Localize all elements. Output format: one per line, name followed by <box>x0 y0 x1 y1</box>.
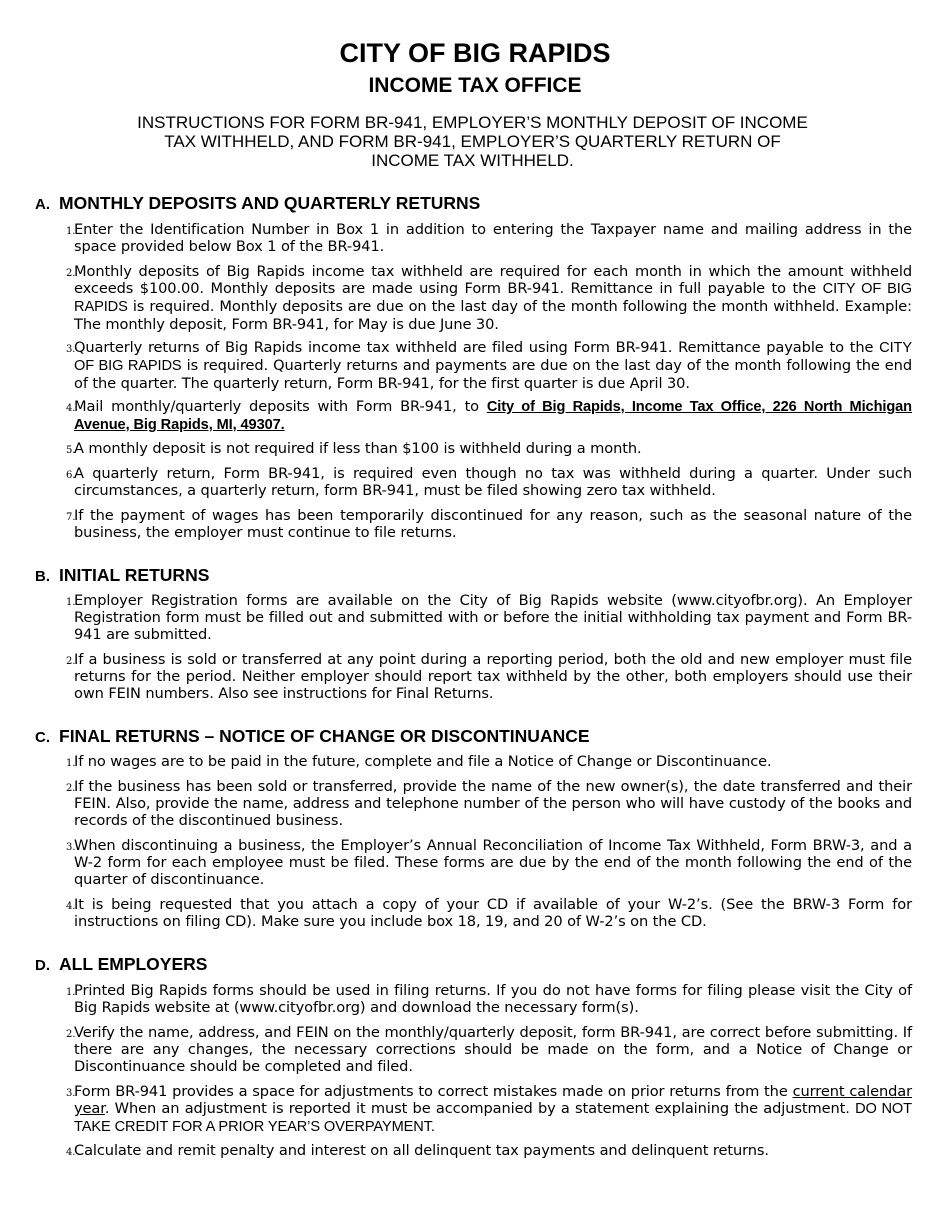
item-number: 3. <box>66 842 76 853</box>
item-text: Mail monthly/quarterly deposits with Form BR-941, to <box>74 398 487 415</box>
item-text: is required. Quarterly returns and payments are due on the last day of the month following the end of the quarter. The quarterly return, Form BR-941, for the first quarter is due April 30. <box>74 357 912 392</box>
item-number: 2. <box>66 1029 76 1040</box>
item-text: When discontinuing a business, the Employer’s Annual Reconciliation of Income Tax Withheld, Form BRW-3, and a W-2 form for each employee must be filed. These forms are due by the end of the month following the end of the quarter of discontinuance. <box>74 837 912 888</box>
item-text: Employer Registration forms are available on the City of Big Rapids website (www.cityofbr.org). An Employer Registration form must be filled out and submitted with or before the initial withholding tax payment and Form BR-941 are submitted. <box>74 592 912 643</box>
underlined-text: current calendar year <box>74 1083 913 1117</box>
item-number: 2. <box>66 783 76 794</box>
item-text: Calculate and remit penalty and interest on all delinquent tax payments and delinquent returns. <box>74 1142 769 1159</box>
section-d-item-2 <box>66 1024 912 1075</box>
section-letter: C. <box>35 729 50 746</box>
section-letter: B. <box>35 568 50 585</box>
section-letter: A. <box>35 196 50 213</box>
item-number: 5. <box>66 445 76 456</box>
section-d-item-4 <box>66 1142 912 1159</box>
section-c-item-2 <box>66 778 912 829</box>
document-subtitle: INCOME TAX OFFICE <box>368 74 582 97</box>
section-b-item-1 <box>66 592 912 643</box>
item-number: 3. <box>66 1088 76 1099</box>
item-text: Form BR-941 provides a space for adjustments to correct mistakes made on prior returns from the <box>74 1083 793 1100</box>
section-title: FINAL RETURNS – NOTICE OF CHANGE OR DISCONTINUANCE <box>59 726 590 746</box>
item-number: 1. <box>66 226 76 237</box>
item-number: 6. <box>66 470 76 481</box>
section-a-item-5 <box>66 440 912 457</box>
section-c-item-4 <box>66 896 912 930</box>
item-text: If the business has been sold or transferred, provide the name of the new owner(s), the date transferred and their FEIN. Also, provide the name, address and telephone number of the person who will have custody of the books and records of the discontinued business. <box>74 778 912 829</box>
section-title: ALL EMPLOYERS <box>59 954 208 974</box>
item-number: 1. <box>66 758 76 769</box>
section-a-item-3 <box>66 339 912 392</box>
mailing-address: City of Big Rapids, Income Tax Office, 226 North Michigan Avenue, Big Rapids, MI, 49307. <box>74 399 912 433</box>
item-text: is required. Monthly deposits are due on the last day of the month following the month withheld. Example: The monthly deposit, Form BR-941, for May is due June 30. <box>74 298 912 333</box>
item-text: If the payment of wages has been temporarily discontinued for any reason, such as the seasonal nature of the business, the employer must continue to file returns. <box>74 507 912 541</box>
section-b-heading <box>35 565 209 586</box>
section-c-item-3 <box>66 837 912 888</box>
warning-text: DO NOT TAKE CREDIT FOR A PRIOR YEAR’S OVERPAYMENT. <box>74 1101 912 1135</box>
item-text: Verify the name, address, and FEIN on the monthly/quarterly deposit, form BR-941, are correct before submitting. If there are any changes, the necessary corrections should be made on the form, and a Notice of Change or Discontinuance should be completed and filed. <box>74 1024 912 1075</box>
item-number: 1. <box>66 597 76 608</box>
item-number: 2. <box>66 268 76 279</box>
intro-line: INSTRUCTIONS FOR FORM BR-941, EMPLOYER’S MONTHLY DEPOSIT OF INCOME <box>137 113 808 132</box>
section-a-item-1 <box>66 221 912 255</box>
city-name: CITY OF BIG RAPIDS <box>74 281 912 315</box>
item-text: If a business is sold or transferred at any point during a reporting period, both the old and new employer must file returns for the period. Neither employer should report tax withheld by the other, both employers should use their own FEIN numbers. Also see instructions for Final Returns. <box>74 651 912 702</box>
section-c-item-1 <box>66 753 912 770</box>
item-number: 1. <box>66 987 76 998</box>
item-number: 4. <box>66 1147 76 1158</box>
item-text: Monthly deposits of Big Rapids income tax withheld are required for each month in which the amount withheld exceeds $100.00. Monthly deposits are made using Form BR-941. Remittance in full payable to the <box>74 263 912 297</box>
item-text: If no wages are to be paid in the future, complete and file a Notice of Change or Discontinuance. <box>74 753 772 770</box>
item-text: It is being requested that you attach a copy of your CD if available of your W-2’s. (See the BRW-3 Form for instructions on filing CD). Make sure you include box 18, 19, and 20 of W-2’s on the CD. <box>74 896 912 930</box>
item-number: 4. <box>66 403 76 414</box>
item-text: Quarterly returns of Big Rapids income tax withheld are filed using Form BR-941. Remittance payable to the <box>74 339 880 356</box>
section-letter: D. <box>35 957 50 974</box>
section-d-item-3 <box>66 1083 912 1136</box>
item-number: 4. <box>66 901 76 912</box>
section-a-heading <box>35 193 480 214</box>
section-a-item-4 <box>66 398 912 434</box>
section-d-item-1 <box>66 982 912 1016</box>
section-d-heading <box>35 954 207 975</box>
intro-line: TAX WITHHELD, AND FORM BR-941, EMPLOYER’S QUARTERLY RETURN OF <box>164 132 781 151</box>
section-b-item-2 <box>66 651 912 702</box>
section-a-item-6 <box>66 465 912 499</box>
section-a-item-7 <box>66 507 912 541</box>
item-number: 7. <box>66 512 76 523</box>
item-text: Printed Big Rapids forms should be used in filing returns. If you do not have forms for filing please visit the City of Big Rapids website at (www.cityofbr.org) and download the necessary form(s). <box>74 982 912 1016</box>
item-number: 2. <box>66 656 76 667</box>
item-text: A quarterly return, Form BR-941, is required even though no tax was withheld during a quarter. Under such circumstances, a quarterly return, form BR-941, must be filed showing zero tax withheld. <box>74 465 912 499</box>
item-text: Enter the Identification Number in Box 1 in addition to entering the Taxpayer name and mailing address in the space provided below Box 1 of the BR-941. <box>74 221 912 255</box>
section-c-heading <box>35 726 590 747</box>
section-title: MONTHLY DEPOSITS AND QUARTERLY RETURNS <box>59 193 481 213</box>
section-title: INITIAL RETURNS <box>59 565 210 585</box>
intro-line: INCOME TAX WITHHELD. <box>371 151 574 170</box>
intro-paragraph <box>100 113 845 170</box>
item-text: A monthly deposit is not required if less than $100 is withheld during a month. <box>74 440 642 457</box>
item-text: . When an adjustment is reported it must be accompanied by a statement explaining the adjustment. <box>104 1100 856 1117</box>
section-a-item-2 <box>66 263 912 333</box>
document-title: CITY OF BIG RAPIDS <box>339 38 611 68</box>
item-number: 3. <box>66 344 76 355</box>
city-name: CITY OF BIG RAPIDS <box>74 340 912 374</box>
